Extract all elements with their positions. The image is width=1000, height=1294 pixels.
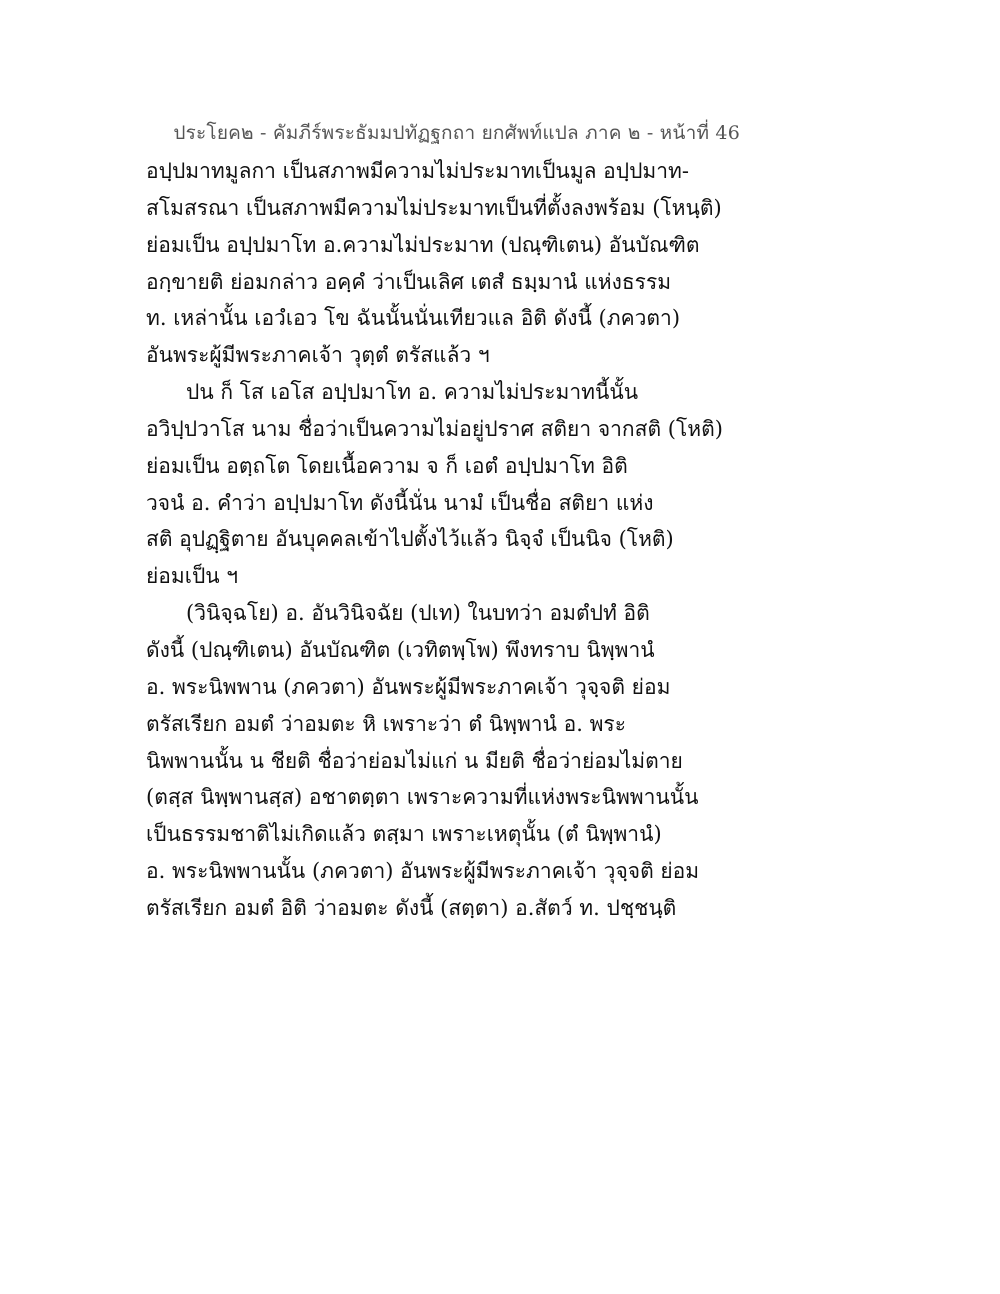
text-line: นิพพานนั้น น ชียติ ชื่อว่าย่อมไม่แก่ น มียติ ชื่อว่าย่อมไม่ตาย <box>146 748 683 773</box>
paragraph-start-line: (วินิจฺฉโย) อ. อันวินิจฉัย (ปเท) ในบทว่า อมตํปทํ อิติ <box>186 601 650 626</box>
text-line: ดังนี้ (ปณฺฑิเตน) อันบัณฑิต (เวทิตพฺโพ) พึงทราบ นิพฺพานํ <box>146 637 655 662</box>
running-head: ประโยค๒ - คัมภีร์พระธัมมปทัฏฐกถา ยกศัพท์แปล ภาค ๒ - หน้าที่ 46 <box>173 122 740 144</box>
text-line: สโมสรณา เป็นสภาพมีความไม่ประมาทเป็นที่ตั้งลงพร้อม (โหนฺติ) <box>146 195 722 220</box>
text-line: อกฺขายติ ย่อมกล่าว อคฺคํ ว่าเป็นเลิศ เตสํ ธมฺมานํ แห่งธรรม <box>146 269 672 294</box>
text-line: อันพระผู้มีพระภาคเจ้า วุตฺตํ ตรัสแล้ว ฯ <box>146 343 490 368</box>
text-line: สติ อุปฏฺฐิตาย อันบุคคลเข้าไปตั้งไว้แล้ว นิจฺจํ เป็นนิจ (โหติ) <box>146 527 674 552</box>
text-line: ตรัสเรียก อมตํ อิติ ว่าอมตะ ดังนี้ (สตฺตา) อ.สัตว์ ท. ปชฺชนฺติ <box>146 895 677 920</box>
text-line: อวิปฺปวาโส นาม ชื่อว่าเป็นความไม่อยู่ปราศ สติยา จากสติ (โหติ) <box>146 416 723 441</box>
text-line: ย่อมเป็น อตฺถโต โดยเนื้อความ จ ก็ เอตํ อปฺปมาโท อิติ <box>146 453 628 478</box>
text-line: ท. เหล่านั้น เอวํเอว โข ฉันนั้นนั่นเทียวแล อิติ ดังนี้ (ภควตา) <box>146 306 681 331</box>
text-line: วจนํ อ. คำว่า อปฺปมาโท ดังนี้นั่น นามํ เป็นชื่อ สติยา แห่ง <box>146 490 654 515</box>
text-line: ย่อมเป็น อปฺปมาโท อ.ความไม่ประมาท (ปณฺฑิเตน) อันบัณฑิต <box>146 232 700 257</box>
paragraph-start-line: ปน ก็ โส เอโส อปฺปมาโท อ. ความไม่ประมาทนี้นั้น <box>186 380 639 405</box>
text-line: อปฺปมาทมูลกา เป็นสภาพมีความไม่ประมาทเป็นมูล อปฺปมาท- <box>146 159 689 183</box>
text-line: อ. พระนิพพานนั้น (ภควตา) อันพระผู้มีพระภาคเจ้า วุจฺจติ ย่อม <box>146 859 700 884</box>
text-line: อ. พระนิพพาน (ภควตา) อันพระผู้มีพระภาคเจ้า วุจฺจติ ย่อม <box>146 674 671 699</box>
text-line: ย่อมเป็น ฯ <box>146 564 239 589</box>
text-line: เป็นธรรมชาติไม่เกิดแล้ว ตสฺมา เพราะเหตุนั้น (ตํ นิพฺพานํ) <box>146 822 662 847</box>
text-line: (ตสฺส นิพฺพานสฺส) อชาตตฺตา เพราะความที่แห่งพระนิพพานนั้น <box>146 785 699 810</box>
text-line: ตรัสเรียก อมตํ ว่าอมตะ หิ เพราะว่า ตํ นิพฺพานํ อ. พระ <box>146 711 626 736</box>
page-body <box>146 153 723 927</box>
